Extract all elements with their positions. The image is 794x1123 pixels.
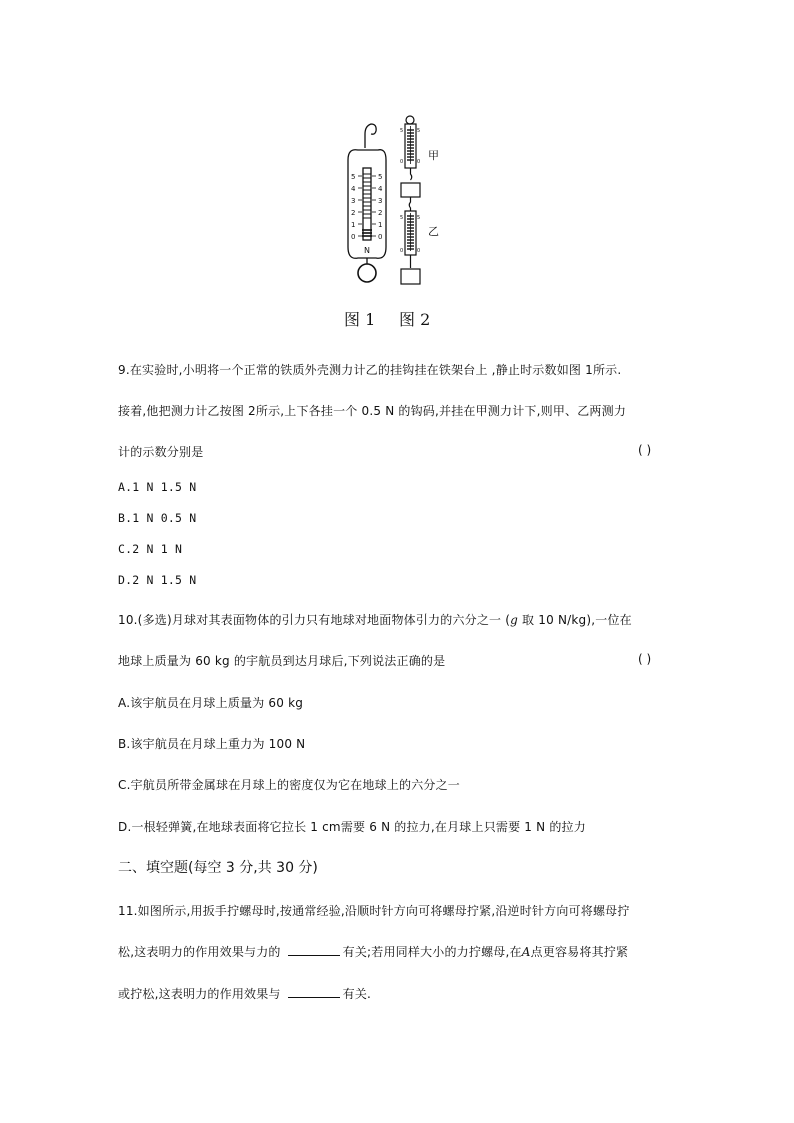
svg-text:5: 5 xyxy=(417,128,421,134)
scale-tick-0-left: 0 xyxy=(351,233,356,241)
svg-text:0: 0 xyxy=(400,159,404,165)
svg-text:0: 0 xyxy=(417,159,421,165)
q11-blank-2[interactable] xyxy=(288,985,340,998)
q11-line-2 xyxy=(118,943,628,960)
q9-line-3: 计的示数分别是 xyxy=(118,445,204,459)
q10-option-d: D.一根轻弹簧,在地球表面将它拉长 1 cm需要 6 N 的拉力,在月球上只需要 1 N 的拉力 xyxy=(118,820,586,834)
section-2-title: 二、填空题(每空 3 分,共 30 分) xyxy=(118,860,318,876)
svg-text:5: 5 xyxy=(400,128,404,134)
label-jia: 甲 xyxy=(428,149,439,162)
scale-tick-5-left: 5 xyxy=(351,173,356,181)
q11-blank-1[interactable] xyxy=(288,943,340,956)
spring-scale-figure xyxy=(330,112,460,292)
q9-option-c: C.2 N 1 N xyxy=(118,542,183,556)
q10-option-a: A.该宇航员在月球上质量为 60 kg xyxy=(118,696,304,710)
q10-line-1-a: 10.(多选)月球对其表面物体的引力只有地球对地面物体引力的六分之一 ( xyxy=(118,613,511,627)
q11-line-3-a: 或拧松,这表明力的作用效果与 xyxy=(118,987,285,1001)
svg-text:5: 5 xyxy=(417,215,421,221)
label-yi: 乙 xyxy=(428,225,439,238)
scale-tick-0-right: 0 xyxy=(378,233,383,241)
scale-unit: N xyxy=(364,246,370,255)
q10-answer-paren: ( ) xyxy=(638,652,652,666)
scale-tick-2-right: 2 xyxy=(378,209,383,217)
scale-tick-3-left: 3 xyxy=(351,197,356,205)
q9-answer-paren: ( ) xyxy=(638,443,652,457)
q10-option-c: C.宇航员所带金属球在月球上的密度仅为它在地球上的六分之一 xyxy=(118,778,460,792)
q9-line-1: 9.在实验时,小明将一个正常的铁质外壳测力计乙的挂钩挂在铁架台上 ,静止时示数如图 1所示. xyxy=(118,363,622,377)
q9-option-a: A.1 N 1.5 N xyxy=(118,480,197,494)
scale-tick-2-left: 2 xyxy=(351,209,356,217)
q10-line-1-b: 取 10 N/kg),一位在 xyxy=(518,613,632,627)
scale-tick-4-left: 4 xyxy=(351,185,356,193)
q10-option-b: B.该宇航员在月球上重力为 100 N xyxy=(118,737,306,751)
svg-text:0: 0 xyxy=(400,248,404,254)
q11-line-2-b: 有关;若用同样大小的力拧螺母,在 xyxy=(342,945,522,959)
q11-line-2-a: 松,这表明力的作用效果与力的 xyxy=(118,945,285,959)
svg-text:5: 5 xyxy=(400,215,404,221)
q9-option-b: B.1 N 0.5 N xyxy=(118,511,197,525)
figure2-spring-scales xyxy=(401,116,420,284)
q10-line-2: 地球上质量为 60 kg 的宇航员到达月球后,下列说法正确的是 xyxy=(118,654,446,668)
scale-tick-5-right: 5 xyxy=(378,173,383,181)
q11-line-2-c: 点更容易将其拧紧 xyxy=(530,945,629,959)
q11-line-3-b: 有关. xyxy=(342,987,372,1001)
scale-tick-1-left: 1 xyxy=(351,221,356,229)
q9-option-d: D.2 N 1.5 N xyxy=(118,573,197,587)
scale-tick-1-right: 1 xyxy=(378,221,383,229)
svg-text:0: 0 xyxy=(417,248,421,254)
q10-g-symbol: g xyxy=(510,613,519,627)
q11-point-a: A xyxy=(521,945,531,959)
figure2-caption: 图 2 xyxy=(399,310,431,329)
q9-line-2: 接着,他把测力计乙按图 2所示,上下各挂一个 0.5 N 的钩码,并挂在甲测力计下,则甲、乙两测力 xyxy=(118,404,627,418)
q11-line-3 xyxy=(118,985,371,1002)
q11-line-1: 11.如图所示,用扳手拧螺母时,按通常经验,沿顺时针方向可将螺母拧紧,沿逆时针方向可将螺母拧 xyxy=(118,904,630,918)
q10-line-1 xyxy=(118,611,632,628)
scale-tick-4-right: 4 xyxy=(378,185,383,193)
scale-tick-3-right: 3 xyxy=(378,197,383,205)
figure1-caption: 图 1 xyxy=(344,310,376,329)
